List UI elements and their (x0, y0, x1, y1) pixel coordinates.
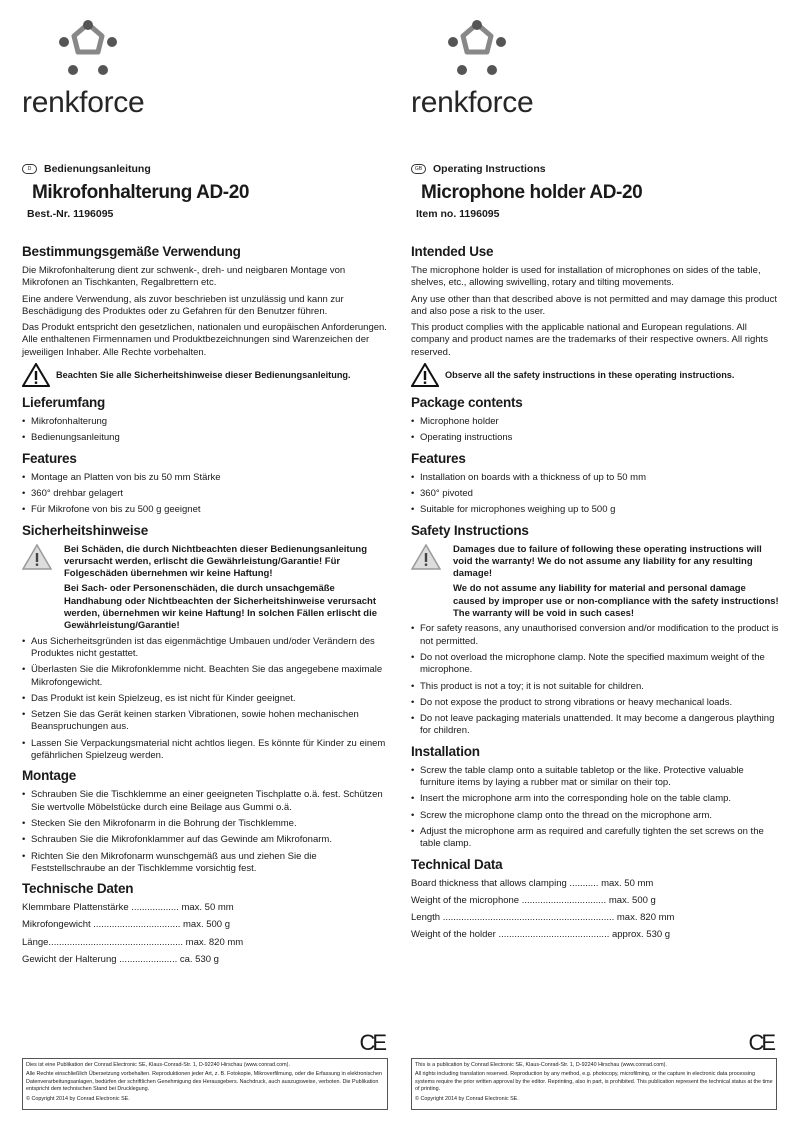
safety-notice-text: Observe all the safety instructions in these operating instructions. (445, 369, 735, 380)
list-item: • Insert the microphone arm into the corresponding hole on the table clamp. (411, 793, 781, 805)
list-item: • Screw the microphone clamp onto the thread on the microphone arm. (411, 810, 781, 822)
features-list (22, 472, 392, 517)
list-item: • Installation on boards with a thickness of up to 50 mm (411, 472, 781, 484)
intended-use-p3: Das Produkt entspricht den gesetzlichen, nationalen und europäischen Anforderungen. Alle enthaltenen Firmennamen und Produktbezeichnungen sind Warenzeichen der jeweiligen Inhaber. Alle Rechte vorbehalten. (22, 322, 387, 358)
liability-warning: We do not assume any liability for material and personal damage caused by improper use or non-compliance with the safety instructions! The warranty will be void in such cases! (453, 583, 779, 620)
safety-warnings (411, 544, 781, 621)
installation-list (22, 789, 392, 875)
brand-logo (22, 20, 162, 119)
imprint-publisher: This is a publication by Conrad Electronic SE, Klaus-Conrad-Str. 1, D-92240 Hirschau (www.conrad.com). (415, 1062, 667, 1068)
list-item: • 360° pivoted (411, 488, 781, 500)
warranty-warning: Bei Schäden, die durch Nichtbeachten dieser Bedienungsanleitung verursacht werden, erlischt die Gewährleistung/Garantie! Für Folgeschäden übernehmen wir keine Haftung! (64, 543, 368, 580)
product-title: Mikrofonhalterung AD-20 (32, 182, 250, 203)
list-item: • Montage an Platten von bis zu 50 mm Stärke (22, 472, 392, 484)
features-heading: Features (22, 450, 77, 466)
list-item: • Do not expose the product to strong vibrations or heavy mechanical loads. (411, 697, 781, 709)
list-item: • Do not leave packaging materials unattended. It may become a dangerous plaything for children. (411, 713, 781, 738)
renkforce-logo-icon (447, 20, 507, 78)
tech-row: Klemmbare Plattenstärke .................. max. 50 mm (22, 902, 234, 914)
imprint-rights: All rights including translation reserved. Reproduction by any method, e.g. photocopy, microfilming, or the capture in electronic data processing systems require the prior written approval by the editor. Reprinting, also in part, is prohibited. This publication represent the technical status at the time of printing. (415, 1071, 773, 1093)
list-item: • Mikrofonhalterung (22, 416, 392, 428)
installation-heading: Installation (411, 743, 480, 759)
list-item: • Bedienungsanleitung (22, 432, 392, 444)
ce-mark: CE (748, 1030, 773, 1055)
list-item: • 360° drehbar gelagert (22, 488, 392, 500)
list-item: • Überlasten Sie die Mikrofonklemme nicht. Beachten Sie das angegebene maximale Mikrofongewicht. (22, 664, 392, 689)
liability-warning: Bei Sach- oder Personenschäden, die durch unsachgemäße Handhabung oder Nichtbeachten der Sicherheitshinweise verursacht werden, übernehmen wir keine Haftung! In solchen Fällen erlischt die Gewährleistung/Garantie! (64, 583, 378, 632)
package-list (411, 416, 781, 445)
intended-use-p3: This product complies with the applicable national and European regulations. All company and product names are the trademarks of their respective owners. All rights reserved. (411, 322, 768, 358)
list-item: • Suitable for microphones weighing up to 500 g (411, 504, 781, 516)
warning-triangle-icon (411, 544, 441, 570)
renkforce-logo-icon (58, 20, 118, 78)
package-list (22, 416, 392, 445)
intended-use-p1: The microphone holder is used for installation of microphones on sides of the table, shelves, etc., allowing swivelling, rotary and tilting movements. (411, 265, 761, 289)
item-number: Item no. 1196095 (416, 208, 500, 220)
english-content (411, 244, 781, 947)
intended-use-heading: Bestimmungsgemäße Verwendung (22, 244, 241, 259)
safety-notice (411, 363, 781, 387)
list-item: • Schrauben Sie die Mikrofonklammer auf das Gewinde am Mikrofonarm. (22, 834, 392, 846)
intended-use-heading: Intended Use (411, 244, 494, 259)
list-item: • Stecken Sie den Mikrofonarm in die Bohrung der Tischklemme. (22, 818, 392, 830)
tech-heading: Technische Daten (22, 881, 134, 897)
doc-type (411, 163, 546, 175)
list-item: • Do not overload the microphone clamp. Note the specified maximum weight of the microphone. (411, 652, 781, 677)
tech-heading: Technical Data (411, 856, 503, 872)
safety-list (411, 623, 781, 737)
installation-heading: Montage (22, 768, 77, 784)
list-item: • Lassen Sie Verpackungsmaterial nicht achtlos liegen. Es könnte für Kinder zu einem gefährlichen Spielzeug werden. (22, 738, 392, 763)
imprint-box (22, 1058, 388, 1110)
intended-use-p1: Die Mikrofonhalterung dient zur schwenk-, dreh- und neigbaren Montage von Mikrofonen an Tischkanten, Regalbrettern etc. (22, 265, 346, 289)
tech-row: Length ................................................................. max. 820 mm (411, 912, 675, 924)
tech-row: Mikrofongewicht ................................. max. 500 g (22, 919, 231, 931)
tech-row: Länge................................................... max. 820 mm (22, 936, 244, 948)
list-item: • Schrauben Sie die Tischklemme an einer geeigneten Tischplatte o.ä. fest. Schützen Sie wertvolle Möbelstücke durch eine Beilage aus Gummi o.ä. (22, 789, 392, 814)
list-item: • Microphone holder (411, 416, 781, 428)
product-title: Microphone holder AD-20 (421, 182, 643, 203)
list-item: • Adjust the microphone arm as required and carefully tighten the set screws on the table clamp. (411, 826, 781, 851)
imprint-publisher: Dies ist eine Publikation der Conrad Electronic SE, Klaus-Conrad-Str. 1, D-92240 Hirschau (www.conrad.com). (26, 1062, 290, 1068)
safety-notice-text: Beachten Sie alle Sicherheitshinweise dieser Bedienungsanleitung. (56, 369, 351, 380)
safety-warnings (22, 544, 392, 633)
doc-type-label: Operating Instructions (433, 163, 546, 175)
warranty-warning: Damages due to failure of following these operating instructions will void the warranty! We do not assume any liability for any resulting damage! (453, 543, 762, 580)
list-item: • Das Produkt ist kein Spielzeug, es ist nicht für Kinder geeignet. (22, 693, 392, 705)
package-heading: Lieferumfang (22, 395, 106, 411)
list-item: • Für Mikrofone von bis zu 500 g geeignet (22, 504, 392, 516)
features-heading: Features (411, 450, 466, 466)
tech-data (411, 878, 781, 942)
brand-logo (411, 20, 551, 119)
warning-triangle-icon (22, 544, 52, 570)
features-list (411, 472, 781, 517)
tech-data (22, 902, 392, 966)
list-item: • Aus Sicherheitsgründen ist das eigenmächtige Umbauen und/oder Verändern des Produktes nicht gestattet. (22, 636, 392, 661)
list-item: • Screw the table clamp onto a suitable tabletop or the like. Protective valuable furniture items by laying a rubber mat or similar on their top. (411, 765, 781, 790)
list-item: • Operating instructions (411, 432, 781, 444)
tech-row: Board thickness that allows clamping ........... max. 50 mm (411, 877, 654, 889)
item-number: Best.-Nr. 1196095 (27, 208, 114, 220)
list-item: • Setzen Sie das Gerät keinen starken Vibrationen, sowie hohen mechanischen Beanspruchungen aus. (22, 709, 392, 734)
safety-list (22, 636, 392, 763)
language-flag-icon: GB (411, 164, 426, 174)
language-flag-icon: D (22, 164, 37, 174)
list-item: • Richten Sie den Mikrofonarm wunschgemäß aus und ziehen Sie die Feststellschraube an der Tischklemme vorsichtig fest. (22, 851, 392, 876)
warning-triangle-icon (22, 363, 50, 387)
ce-mark: CE (359, 1030, 384, 1055)
intended-use-p2: Any use other than that described above is not permitted and may damage this product and also pose a risk to the user. (411, 293, 777, 317)
imprint-box (411, 1058, 777, 1110)
imprint-copyright: © Copyright 2014 by Conrad Electronic SE. (26, 1095, 130, 1102)
imprint-copyright: © Copyright 2014 by Conrad Electronic SE. (415, 1095, 519, 1102)
doc-type-label: Bedienungsanleitung (44, 163, 151, 175)
german-column (22, 0, 392, 1134)
tech-row: Weight of the microphone ................................ max. 500 g (411, 894, 656, 906)
imprint-rights: Alle Rechte einschließlich Übersetzung vorbehalten. Reproduktionen jeder Art, z. B. Fotokopie, Mikroverfilmung, oder die Erfassung in elektronischen Datenverarbeitungsanlagen, bedürfen der schriftlichen Genehmigung des Herausgebers. Nachdruck, auch auszugsweise, verboten. Die Publikation entspricht dem technischen Stand bei Drucklegung. (26, 1071, 382, 1093)
safety-notice (22, 363, 392, 387)
intended-use-p2: Eine andere Verwendung, als zuvor beschrieben ist unzulässig und kann zur Beschädigung des Produktes oder zu Gefahren für den Benutzer führen. (22, 293, 344, 317)
list-item: • For safety reasons, any unauthorised conversion and/or modification to the product is not permitted. (411, 623, 781, 648)
installation-list (411, 765, 781, 851)
german-content (22, 244, 392, 971)
english-column (411, 0, 781, 1134)
brand-name: renkforce (411, 86, 534, 119)
doc-type (22, 163, 151, 175)
safety-heading: Safety Instructions (411, 522, 529, 538)
warning-triangle-icon (411, 363, 439, 387)
brand-name: renkforce (22, 86, 145, 119)
safety-heading: Sicherheitshinweise (22, 522, 148, 538)
tech-row: Gewicht der Halterung ...................... ca. 530 g (22, 953, 219, 965)
list-item: • This product is not a toy; it is not suitable for children. (411, 681, 781, 693)
tech-row: Weight of the holder .......................................... approx. 530 g (411, 929, 671, 941)
package-heading: Package contents (411, 395, 523, 411)
